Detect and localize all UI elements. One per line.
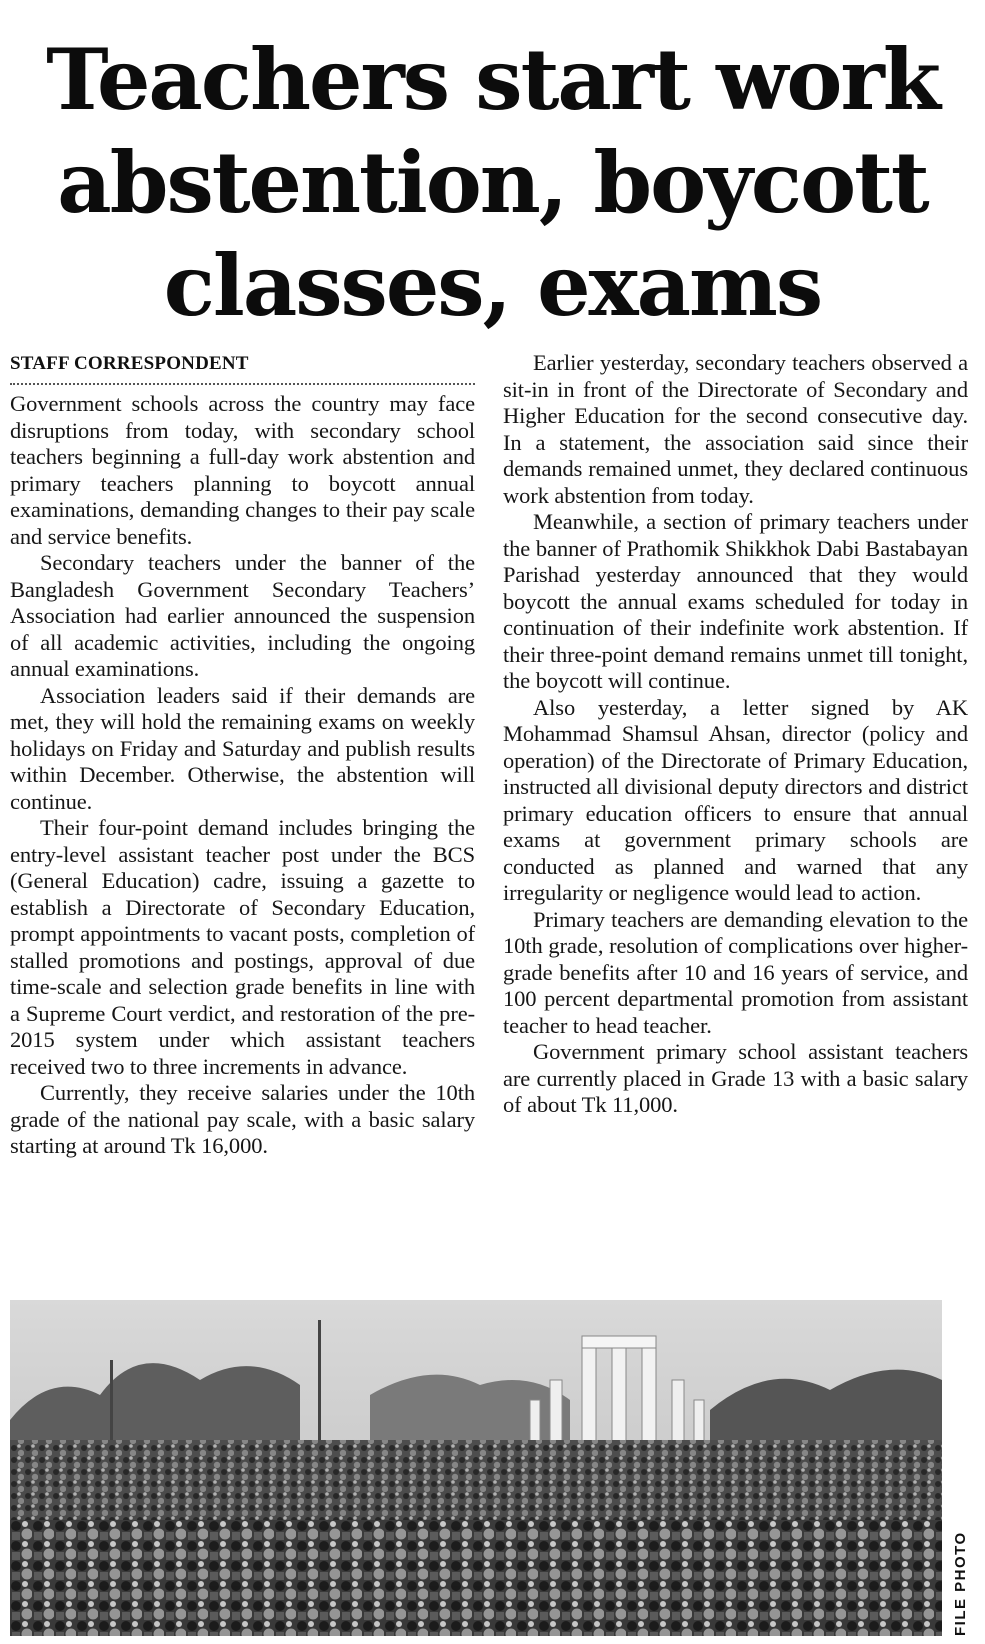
paragraph-lead: Government schools across the country may face disruptions from today, with secondary school teachers beginning a full-day work abstention and primary teachers planning to boycott annual examinations, demanding changes to their pay scale and service benefits. (10, 391, 475, 549)
paragraph: Earlier yesterday, secondary teachers observed a sit-in in front of the Directorate of Secondary and Higher Education for the second consecutive day. In a statement, the association said since their demands remained unmet, they declared continuous work abstention from today. (503, 350, 968, 508)
paragraph: Their four-point demand includes bringing the entry-level assistant teacher post under the BCS (General Education) cadre, issuing a gazette to establish a Directorate of Secondary Education, prompt appointments to vacant posts, completion of stalled promotions and postings, approval of due time-scale and selection grade benefits in line with a Supreme Court verdict, and restoration of the pre-2015 system under which assistant teachers received two to three increments in advance. (10, 815, 475, 1079)
headline-line-1: Teachers start work (46, 30, 939, 129)
headline-line-2: abstention, boycott (57, 133, 928, 232)
paragraph: Currently, they receive salaries under the 10th grade of the national pay scale, with a basic salary starting at around Tk 16,000. (10, 1080, 475, 1158)
news-photo (10, 1300, 942, 1636)
paragraph: Government primary school assistant teachers are currently placed in Grade 13 with a basic salary of about Tk 11,000. (503, 1039, 968, 1117)
article-column-left (10, 350, 475, 1160)
headline-line-3: classes, exams (163, 236, 822, 335)
headline (0, 28, 985, 337)
article-column-right (503, 350, 968, 1119)
paragraph: Also yesterday, a letter signed by AK Mohammad Shamsul Ahsan, director (policy and operation) of the Directorate of Primary Education, instructed all divisional deputy directors and district primary education officers to ensure that annual exams at government primary schools are conducted as planned and warned that any irregularity or negligence would lead to action. (503, 694, 968, 905)
paragraph: Primary teachers are demanding elevation to the 10th grade, resolution of complications over higher-grade benefits after 10 and 16 years of service, and 100 percent departmental promotion from assistant teacher to head teacher. (503, 906, 968, 1038)
byline-divider (10, 383, 475, 385)
paragraph: Association leaders said if their demands are met, they will hold the remaining exams on weekly holidays on Friday and Saturday and publish results within December. Otherwise, the abstention will continue. (10, 682, 475, 814)
paragraph: Meanwhile, a section of primary teachers under the banner of Prathomik Shikkhok Dabi Bastabayan Parishad yesterday announced that they would boycott the annual exams scheduled for today in continuation of their indefinite work abstention. If their three-point demand remains unmet till tonight, the boycott will continue. (503, 509, 968, 693)
photo-credit: FILE PHOTO (952, 1531, 969, 1636)
paragraph: Secondary teachers under the banner of the Bangladesh Government Secondary Teachers’ Association had earlier announced the suspension of all academic activities, including the ongoing annual examinations. (10, 550, 475, 681)
byline: STAFF CORRESPONDENT (10, 353, 249, 374)
crowd-photo-illustration (10, 1300, 942, 1636)
